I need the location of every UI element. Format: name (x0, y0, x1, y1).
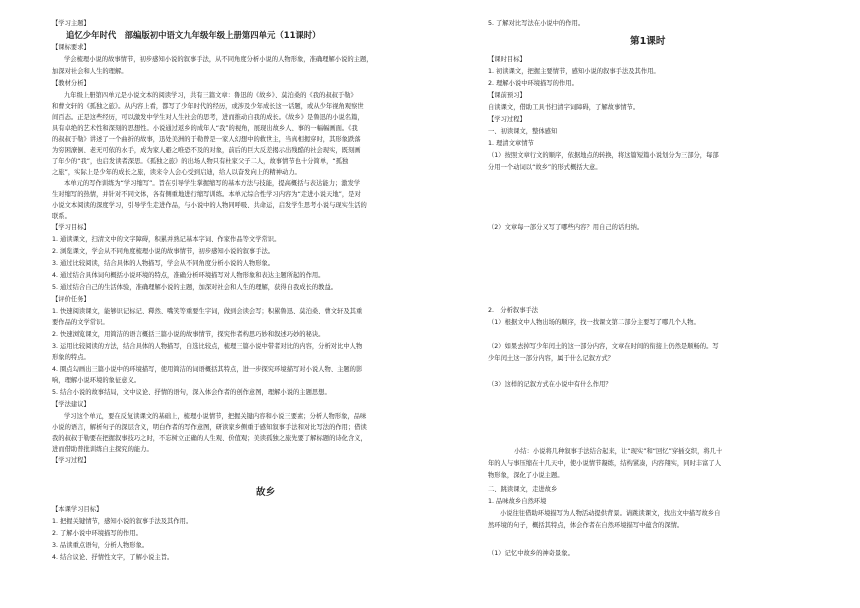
summary-line: 小结：小说将几种叙事手法结合起来，让“现实”和“回忆”穿插交织，将几十 (514, 448, 723, 455)
step-heading: 一、初读课文，整体感知 (488, 128, 558, 135)
eval-line: 响，理解小说环境的象征意义。 (52, 377, 141, 384)
textbook-line: 了年少的“我”，也启发读者深思。《孤独之旅》的出场人物只有杜家父子二人，故事情节也十分简单，“孤独 (52, 158, 349, 165)
textbook-heading: 【教材分析】 (52, 80, 90, 87)
eval-line: 4. 圈点勾画出三篇小说中的环境描写，使用简洁的词语概括其特点，进一步探究环境描写对小说人物、主题的影 (52, 366, 363, 373)
textbook-line: 联系。 (52, 213, 71, 220)
textbook-line: 为穷困潦倒、老无可依的水手，成为家人避之唯恐不及的对象，前后的巨大反差揭示出残酷的社会现实，既刻画 (52, 147, 361, 154)
advice-line: 小说的语言，解析句子的深层含义，明白作者的写作意图，研读家乡侧重于感知叙事手法和对比写法的作用；借读 (52, 424, 367, 431)
goal-item: 2. 浏览课文，学会从不同角度梳理小说的故事情节，初步感知小说的叙事手法。 (52, 248, 275, 255)
question-line: （3）这样的记叙方式在小说中有什么作用？ (488, 381, 612, 388)
lesson-title: 故乡 (256, 487, 276, 498)
question-line: （1）按照文章行文的顺序，依据地点的转换，将这篇短篇小说划分为三部分，每部 (488, 152, 719, 159)
class-goal-item: 1. 初读课文，把握主要情节，感知小说的叙事手法及其作用。 (488, 68, 660, 75)
textbook-line: 本单元的写作训练为“学习缩写”。旨在引导学生掌握缩写的基本方法与技能，提高概括与表达能力；激发学 (64, 180, 361, 187)
eval-line: 5. 结合小说的故事结局，文中议论、抒情的语句，深入体会作者的创作意图，理解小说的主题思想。 (52, 389, 331, 396)
advice-heading: 【学法建议】 (52, 401, 90, 408)
eval-line: 要作品的文学常识。 (52, 319, 109, 326)
step-subheading: 2. 分析叙事手法 (488, 307, 539, 314)
class-title: 第1课时 (630, 36, 666, 47)
eval-line: 形象的特点。 (52, 354, 90, 361)
question-line: （1）根据文中人物出场的顺序，找一找课文第二部分主要写了哪几个人物。 (488, 319, 700, 326)
lesson-goal-item: 1. 把握关键情节，感知小说的叙事手法及其作用。 (52, 518, 193, 525)
env-line: 小说往往借助环境描写为人物活动提供背景。请跳读课文，找出文中描写故乡自 (500, 510, 721, 517)
process-heading: 【学习过程】 (52, 457, 90, 464)
question-line: 分用一个动词以“故乡”的形式概括大意。 (488, 164, 602, 171)
lesson-goal-item: 3. 品读重点语句，分析人物形象。 (52, 542, 149, 549)
advice-line: 进而借助普批训练自主探究的能力。 (52, 446, 153, 453)
goals-heading: 【学习目标】 (52, 224, 90, 231)
unit-title: 追忆少年时代 部编版初中语文九年级年级上册第四单元（11课时） (66, 30, 321, 40)
textbook-line: 和曹文轩的《孤独之旅》。从内容上看，都写了少年时代的经历，或涉及少年成长这一话题，或从少年视角观察世 (52, 103, 364, 110)
textbook-line: 小说文本阅读的深度学习，引导学生走进作品，与小说中的人物同呼吸、共命运，启发学生思考小说与现实生活的 (52, 202, 367, 209)
preview-heading: 【课前预习】 (488, 92, 526, 99)
env-line: 然环境的句子，概括其特点，体会作者在自然环境描写中蕴含的深情。 (488, 522, 684, 529)
learning-topic-heading: 【学习主题】 (52, 20, 90, 27)
textbook-line: 的叔叔于勒》讲述了一个曲折的故事，迅处美洲的于勒曾是一家人幻想中的救世主，当真相揭穿时，其形象跌落 (52, 136, 361, 143)
textbook-line: 生对缩写的热情，并针对不同文体，各有侧重地进行缩写训练。本单元综合性学习内容为“走进小说天地”，是对 (52, 191, 361, 198)
eval-heading: 【评价任务】 (52, 296, 90, 303)
textbook-line: 之旅”，实际上是少年的成长之旅，读来令人会心受到启迪，给人以奋发向上的精神动力。 (52, 169, 301, 176)
process-heading: 【学习过程】 (488, 116, 526, 123)
class-goals-heading: 【课时目标】 (488, 56, 526, 63)
advice-line: 我的叔叔于勒要在把握叙事技巧之时，不忘树立正确的人生观、价值观；美读孤独之旅先要了解标题的诗化含义， (52, 435, 367, 442)
question-line: 少年闰土这一部分内容，属于什么记叙方式？ (488, 355, 614, 362)
goal-item: 1. 通读课文，扫清文中的文字障碍，积累并熟记基本字词、作家作品等文学常识。 (52, 236, 281, 243)
top-goal: 5. 了解对比写法在小说中的作用。 (488, 20, 585, 27)
step-subheading: 1. 理清文章情节 (488, 140, 534, 147)
summary-line: 年的人与事压缩在十几天中，使小说情节凝练，结构紧凑，内容翔实，同时丰富了人 (488, 460, 721, 467)
eval-line: 3. 运用比较阅读的方法，结合具体的人物描写，自选比较点，梳理三篇小说中带者对比的内容，分析对比中人物 (52, 343, 363, 350)
eval-line: 2. 快速浏览课文，用简洁的语言概括三篇小说的故事情节，探究作者构思巧妙和叙述巧妙的秘诀。 (52, 331, 325, 338)
lesson-goals-heading: 【本课学习目标】 (52, 506, 103, 513)
question-line: （1）记忆中故乡的神奇景象。 (488, 550, 574, 557)
goal-item: 4. 通过结合具体词句概括小说环境的特点，准确分析环境描写对人物形象和表达主题所起的作用。 (52, 272, 325, 279)
lesson-goal-item: 4. 结合议论、抒情性文字，了解小说主旨。 (52, 554, 174, 561)
summary-line: 物形象，深化了小说主题。 (488, 472, 564, 479)
goal-item: 5. 通过结合自己的生活体验，准确理解小说的主题，加深对社会和人生的理解，获得自我成长的教益。 (52, 284, 338, 291)
lesson-goal-item: 2. 了解小说中环境描写的作用。 (52, 530, 142, 537)
advice-line: 学习这个单元，要在反复读课文的基础上，梳理小说情节，把握关键内容和小说三要素；分析人物形象，品味 (64, 413, 367, 420)
question-line: （2）文章每一部分又写了哪些内容？用自己的话归纳。 (488, 224, 644, 231)
eval-line: 1. 快速阅读课文，能够识记标记、釋然、嘴笑等重要生字词，做到会读会写；积累鲁迅、莫泊桑、曹文轩及其重 (52, 308, 363, 315)
preview-text: 自读课文，借助工具书扫清字词障碍，了解故事情节。 (488, 104, 640, 111)
textbook-line: 间百态。正是这些经历，可以激发中学生对人生社会的思考，进而推动自我的成长。《故乡》是鲁迅的小说名篇， (52, 114, 364, 121)
standard-heading: 【课标要求】 (52, 44, 90, 51)
standard-line: 学会梳理小说的故事情节，初步感知小说的叙事手法，从不同角度分析小说的人物形象，准确理解小说的主题， (64, 56, 373, 63)
step-subheading: 1. 品味故乡自然环境 (488, 498, 547, 505)
textbook-line: 具有卓绝的艺术性和深刻的思想性。小说通过返乡的成年人“我”的视角，展现出故乡人、事的一幅幅画面。《我 (52, 125, 358, 132)
goal-item: 3. 通过比较阅读，结合具体的人物描写，学会从不同角度分析小说的人物形象。 (52, 260, 275, 267)
question-line: （2）如果去掉写少年闰土的这一部分内容，文章在时间的衔接上仍然是顺畅的。写 (488, 343, 719, 350)
step-heading: 二、跳读课文，走进故乡 (488, 486, 558, 493)
class-goal-item: 2. 理解小说中环境描写的作用。 (488, 80, 578, 87)
textbook-line: 九年级上册第四单元是小说文本的阅读学习，共有三篇文章：鲁迅的《故乡》、莫泊桑的《我的叔叔于勒》 (64, 92, 357, 99)
standard-line: 加深对社会和人生的理解。 (52, 68, 128, 75)
